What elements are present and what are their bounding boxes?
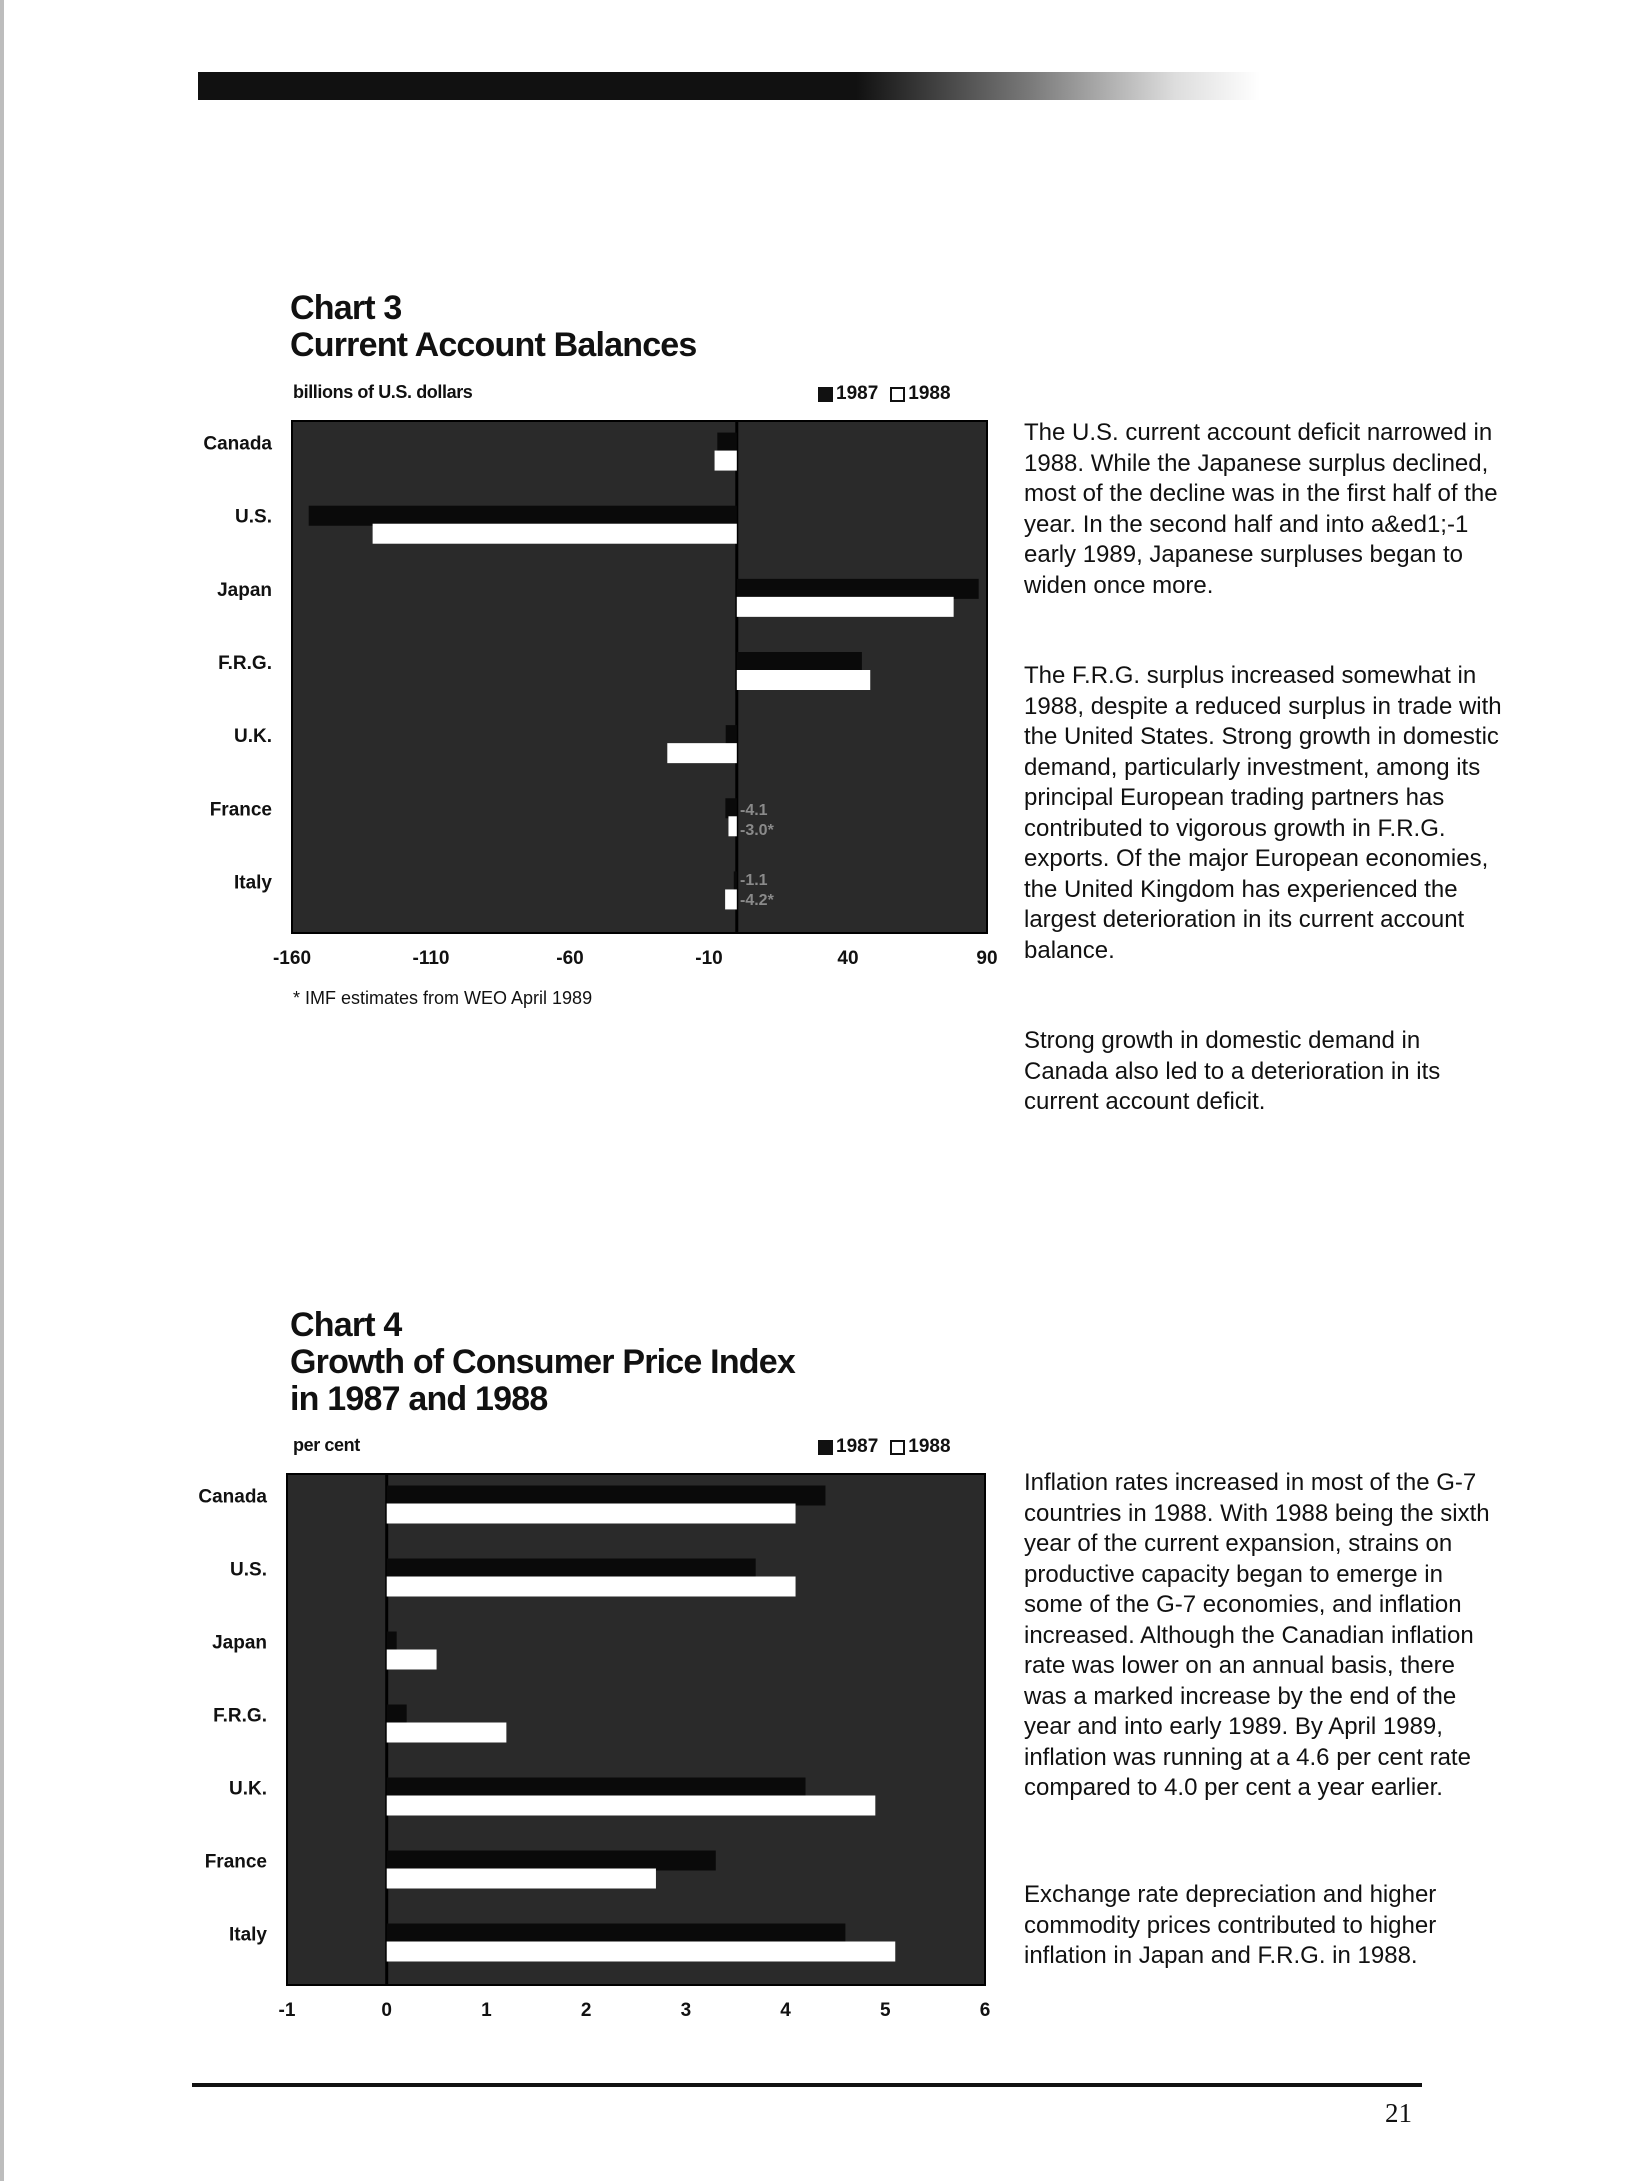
chart3-footnote: * IMF estimates from WEO April 1989 bbox=[293, 988, 593, 1008]
page-number: 21 bbox=[1385, 2098, 1412, 2128]
chart3-category-label-f-r-g: F.R.G. bbox=[218, 653, 272, 674]
chart3-tick-label: 40 bbox=[837, 948, 859, 969]
chart4-category-label-u-s: U.S. bbox=[230, 1559, 267, 1581]
paragraph-inflation: Inflation rates increased in most of the G-7 countries in 1988. With 1988 being the sixth year of the current expansion, strains on productive capacity began to emerge in some of the G-7 economies, and inflation increased. Although the Canadian inflation rate was lower on an annual basis, there was a marked increase by the end of the year and into early 1989. By April 1989, inflation was running at a 4.6 per cent rate compared to 4.0 per cent a year earlier. bbox=[1024, 1469, 1490, 1801]
chart4-bar-1987-u-k bbox=[387, 1778, 806, 1798]
paragraph-us-japan: The U.S. current account deficit narrowed in 1988. While the Japanese surplus declined, most of the decline was in the first half of the year. In the second half and into a&ed1;-1 early 1989, Japanese surpluses began to widen once more. bbox=[1024, 419, 1498, 599]
chart4-bar-1988-canada bbox=[387, 1504, 796, 1524]
chart4-category-label-canada: Canada bbox=[198, 1486, 267, 1508]
chart4-title-line2: Growth of Consumer Price Index bbox=[290, 1343, 795, 1381]
chart4-tick-label: 1 bbox=[481, 2000, 492, 2021]
chart3-annotation-label: -3.0* bbox=[740, 822, 774, 839]
chart4-bar-1987-canada bbox=[387, 1486, 826, 1506]
chart3-title-line2: Current Account Balances bbox=[290, 326, 697, 364]
chart4-bar-1988-f-r-g bbox=[387, 1723, 507, 1743]
chart3-title-line1: Chart 3 bbox=[290, 289, 402, 327]
chart4-bar-1987-france bbox=[387, 1851, 716, 1871]
chart4-bar-1988-italy bbox=[387, 1942, 896, 1962]
footer-rule bbox=[192, 2083, 1422, 2087]
chart4-bar-1987-japan bbox=[387, 1632, 397, 1652]
chart4-bar-1987-u-s bbox=[387, 1559, 756, 1579]
chart4-tick-label: 2 bbox=[580, 2000, 592, 2021]
chart3-category-label-u-k: U.K. bbox=[234, 726, 272, 748]
chart3-annotation-label: -1.1 bbox=[740, 872, 768, 889]
chart3-category-label-canada: Canada bbox=[203, 433, 272, 455]
chart4-category-label-france: France bbox=[204, 1851, 267, 1873]
legend-label-1987: 1987 bbox=[836, 1436, 879, 1457]
legend-label-1987: 1987 bbox=[836, 383, 879, 404]
chart4-category-label-italy: Italy bbox=[228, 1924, 267, 1946]
chart3-category-label-france: France bbox=[209, 799, 272, 821]
chart3-annotation-label: -4.2* bbox=[740, 892, 774, 909]
chart4-category-label-u-k: U.K. bbox=[229, 1778, 267, 1800]
paragraph-canada: Strong growth in domestic demand in Canada also led to a deterioration in its current account deficit. bbox=[1024, 1027, 1441, 1115]
chart4-bar-1988-u-s bbox=[387, 1577, 796, 1597]
chart4-tick-label: 5 bbox=[879, 2000, 891, 2021]
chart4-tick-label: 6 bbox=[979, 2000, 991, 2021]
chart4-category-label-f-r-g: F.R.G. bbox=[213, 1705, 267, 1727]
chart4-bar-1987-italy bbox=[387, 1924, 846, 1944]
paragraph-exchange-rate: Exchange rate depreciation and higher commodity prices contributed to higher inflation in Japan and F.R.G. in 1988. bbox=[1024, 1881, 1437, 1969]
legend-label-1988: 1988 bbox=[908, 383, 951, 404]
paragraph-frg: The F.R.G. surplus increased somewhat in 1988, despite a reduced surplus in trade with the United States. Strong growth in domestic demand, particularly investment, among its principal European trading partners has contributed to vigorous growth in F.R.G. exports. Of the major European economies, the United Kingdom has experienced the largest deterioration in its current account balance. bbox=[1024, 662, 1502, 964]
chart4-bar-1988-u-k bbox=[387, 1796, 876, 1816]
chart3-category-label-italy: Italy bbox=[233, 872, 272, 894]
chart4-unit-label: per cent bbox=[293, 1435, 360, 1455]
chart4-tick-label: 4 bbox=[780, 2000, 791, 2021]
chart4-tick-label: 0 bbox=[381, 2000, 393, 2021]
chart3-tick-label: -110 bbox=[412, 948, 450, 969]
chart3-tick-label: -160 bbox=[272, 948, 312, 969]
chart4-bar-1987-f-r-g bbox=[387, 1705, 407, 1725]
chart3-tick-label: -60 bbox=[556, 948, 584, 969]
legend-label-1988: 1988 bbox=[908, 1436, 951, 1457]
chart4-category-label-japan: Japan bbox=[212, 1632, 267, 1654]
chart3-unit-label: billions of U.S. dollars bbox=[293, 382, 473, 402]
chart4-tick-label: 3 bbox=[680, 2000, 692, 2021]
chart4-title-line3: in 1987 and 1988 bbox=[290, 1380, 548, 1418]
chart3-annotation-label: -4.1 bbox=[740, 802, 768, 819]
chart3-category-label-japan: Japan bbox=[217, 579, 272, 601]
chart4-title-line1: Chart 4 bbox=[290, 1306, 402, 1344]
chart3-tick-label: 90 bbox=[976, 948, 998, 969]
chart3-category-label-u-s: U.S. bbox=[235, 506, 272, 528]
chart4-tick-label: -1 bbox=[278, 2000, 296, 2021]
chart4-bar-1988-france bbox=[387, 1869, 656, 1889]
chart4-bar-1988-japan bbox=[387, 1650, 437, 1670]
chart3-tick-label: -10 bbox=[695, 948, 723, 969]
